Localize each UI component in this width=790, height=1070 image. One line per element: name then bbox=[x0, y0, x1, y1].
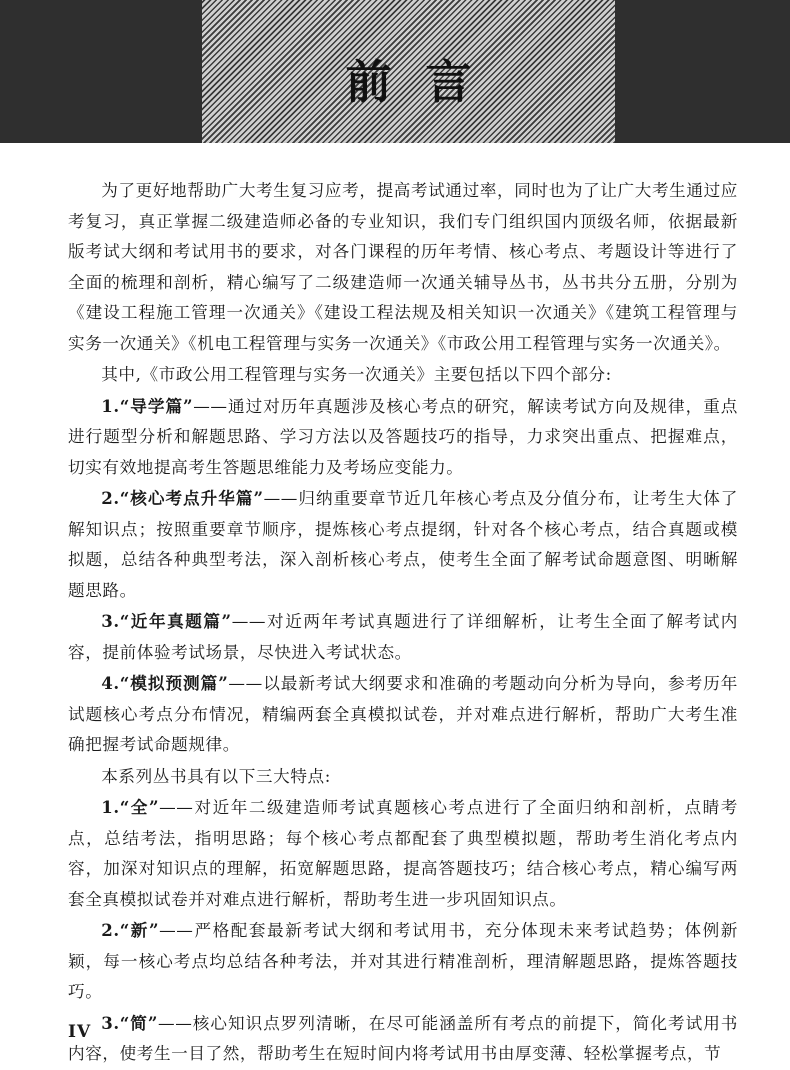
paragraph-feature-3: 3.“简”——核心知识点罗列清晰，在尽可能涵盖所有考点的前提下，简化考试用书内容，使考生一目了然，帮助考生在短时间内将考试用书由厚变薄、轻松掌握考点，节 bbox=[68, 1012, 738, 1063]
part-4-heading: 4.“模拟预测篇” bbox=[101, 673, 229, 693]
page-title: 前言 bbox=[345, 55, 506, 109]
part-3-heading: 3.“近年真题篇” bbox=[101, 611, 232, 631]
preface-body bbox=[68, 175, 738, 1070]
paragraph-feature-2: 2.“新”——严格配套最新考试大纲和考试用书，充分体现未来考试趋势；体例新颖，每一核心考点均总结各种考法，并对其进行精准剖析，理清解题思路，提炼答题技巧。 bbox=[68, 920, 738, 1001]
paragraph-part-2: 2.“核心考点升华篇”——归纳重要章节近几年核心考点及分值分布，让考生大体了解知识点；按照重要章节顺序，提炼核心考点提纲，针对各个核心考点，结合真题或模拟题，总结各种典型考法，深入剖析核心考点，使考生全面了解考试命题意图、明晰解题思路。 bbox=[68, 488, 738, 600]
paragraph-features-intro: 本系列丛书具有以下三大特点: bbox=[101, 766, 331, 786]
paragraph-intro: 为了更好地帮助广大考生复习应考，提高考试通过率，同时也为了让广大考生通过应考复习，真正掌握二级建造师必备的专业知识，我们专门组织国内顶级名师，依据最新版考试大纲和考试用书的要求，对各门课程的历年考情、核心考点、考题设计等进行了全面的梳理和剖析，精心编写了二级建造师一次通关辅导丛书，丛书共分五册，分别为《建设工程施工管理一次通关》《建设工程法规及相关知识一次通关》《建筑工程管理与实务一次通关》《机电工程管理与实务一次通关》《市政公用工程管理与实务一次通关》。 bbox=[68, 181, 738, 353]
part-2-heading: 2.“核心考点升华篇” bbox=[101, 488, 264, 508]
paragraph-part-3: 3.“近年真题篇”——对近两年考试真题进行了详细解析，让考生全面了解考试内容，提前体验考试场景，尽快进入考试状态。 bbox=[68, 611, 738, 662]
page-number: IV bbox=[68, 1022, 92, 1042]
paragraph-parts-intro: 其中,《市政公用工程管理与实务一次通关》主要包括以下四个部分: bbox=[101, 365, 612, 384]
feature-1-heading: 1.“全” bbox=[101, 797, 160, 817]
paragraph-feature-1: 1.“全”——对近年二级建造师考试真题核心考点进行了全面归纳和剖析，点睛考点，总结考法，指明思路；每个核心考点都配套了典型模拟题，帮助考生消化考点内容，加深对知识点的理解，拓宽解题思路，提高答题技巧；结合核心考点，精心编写两套全真模拟试卷并对难点进行解析，帮助考生进一步巩固知识点。 bbox=[68, 797, 738, 909]
paragraph-part-1: 1.“导学篇”——通过对历年真题涉及核心考点的研究，解读考试方向及规律，重点进行题型分析和解题思路、学习方法以及答题技巧的指导，力求突出重点、把握难点，切实有效地提高考生答题思维能力及考场应变能力。 bbox=[68, 395, 738, 477]
paragraph-part-4: 4.“模拟预测篇”——以最新考试大纲要求和准确的考题动向分析为导向，参考历年试题核心考点分布情况，精编两套全真模拟试卷，并对难点进行解析，帮助广大考生准确把握考试命题规律。 bbox=[68, 673, 738, 754]
part-1-heading: 1.“导学篇” bbox=[101, 395, 194, 416]
feature-2-heading: 2.“新” bbox=[101, 920, 160, 940]
feature-3-heading: 3.“简” bbox=[101, 1012, 159, 1033]
